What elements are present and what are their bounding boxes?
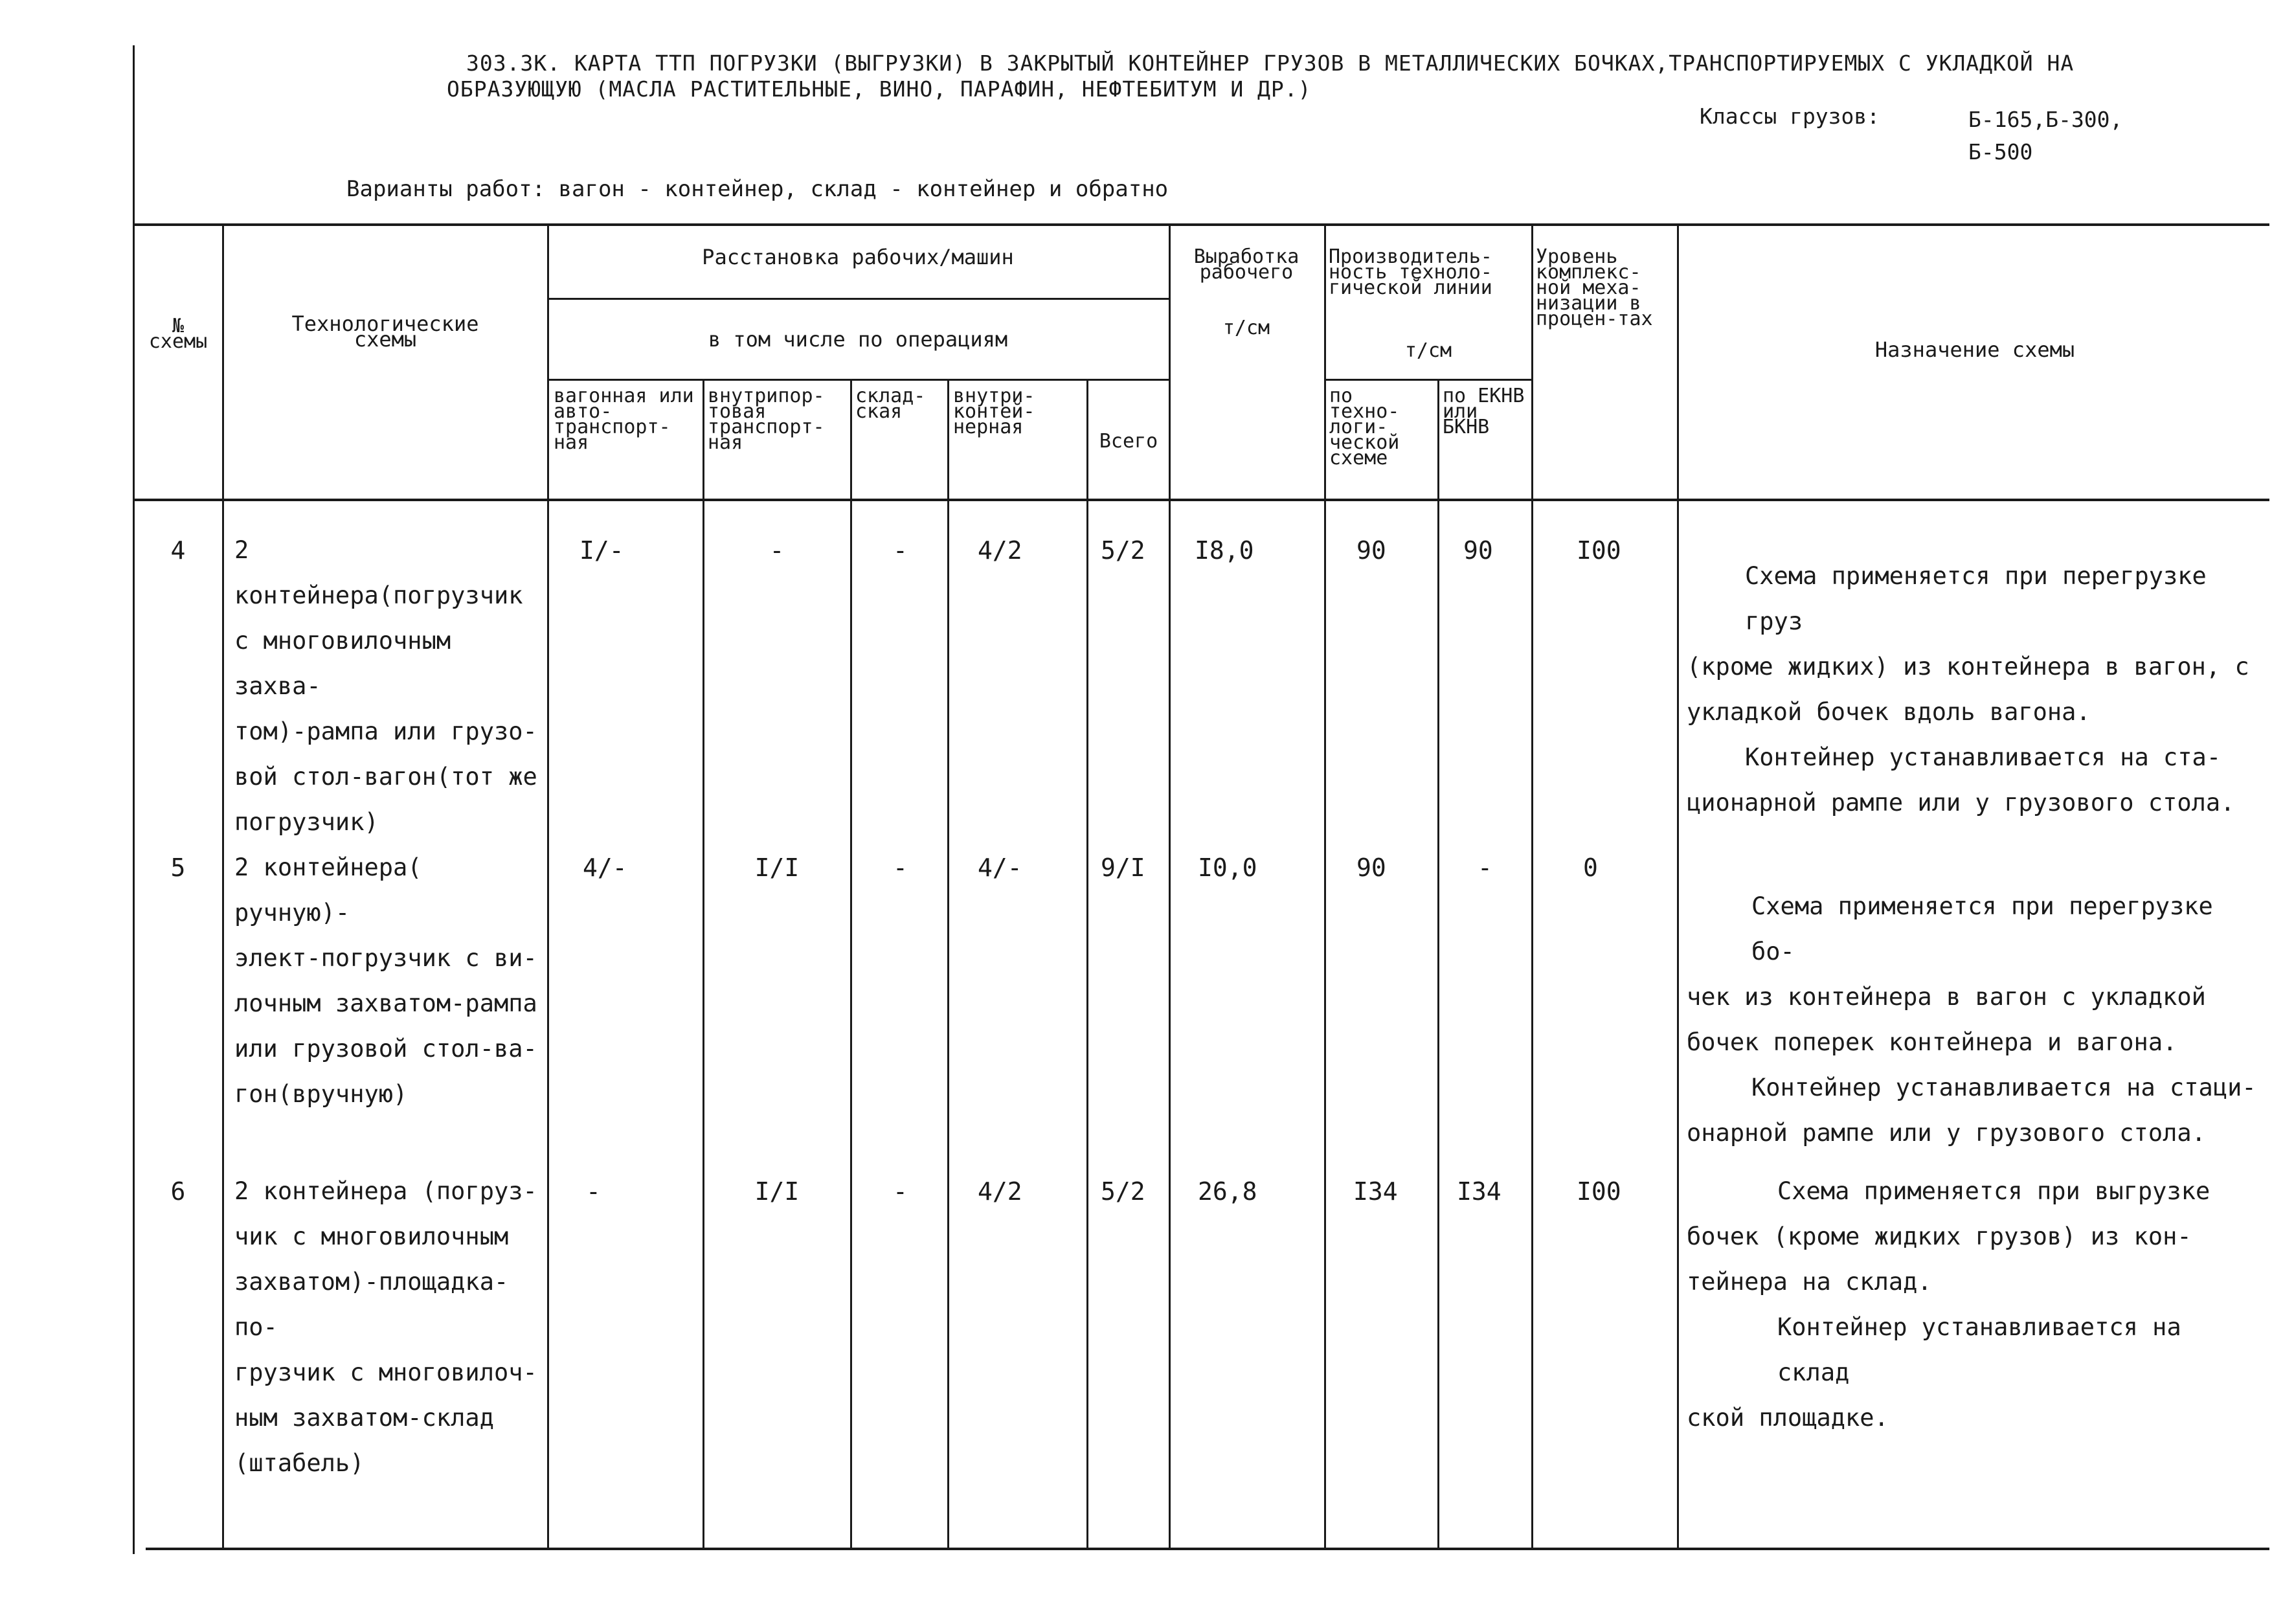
purpose-line: бочек поперек контейнера и вагона. [1687, 1028, 2177, 1056]
row-prod-scheme: 90 [1356, 536, 1386, 565]
col-line-7 [1169, 223, 1171, 1548]
header-output: Выработка рабочего [1193, 245, 1299, 284]
col-line-9 [1437, 379, 1439, 1548]
row-op-warehouse: - [893, 1177, 908, 1206]
table-top-border [133, 223, 2269, 226]
row-purpose [1687, 1169, 2256, 1441]
scheme-line: гон(вручную) [234, 1080, 408, 1108]
header-divider-placement [547, 298, 1169, 300]
cargo-class-value [1968, 104, 2163, 168]
row-prod-ekhv: I34 [1457, 1177, 1501, 1206]
row-scheme-no: 4 [170, 536, 186, 565]
scheme-line: вой стол-вагон(тот же [234, 763, 537, 791]
col-line-4 [850, 379, 852, 1548]
scheme-line: (штабель) [234, 1449, 365, 1477]
work-variants-value: вагон - контейнер, склад - контейнер и обратно [558, 176, 1169, 202]
header-scheme-no: № схемы [148, 315, 208, 353]
cargo-class-value-line-2: Б-500 [1968, 139, 2033, 164]
header-bottom-border [133, 499, 2269, 501]
row-op-wagon: I/- [579, 536, 624, 565]
row-mechanization: I00 [1577, 1177, 1621, 1206]
row-output: 26,8 [1198, 1177, 1257, 1206]
header-placement: Расстановка рабочих/машин [702, 245, 1014, 269]
work-variants [346, 176, 1168, 202]
purpose-line: Схема применяется при перегрузке бо- [1751, 892, 2213, 965]
header-prod-by-ekhv: по ЕКНВ или БКНВ [1443, 385, 1525, 438]
header-divider-productivity [1324, 379, 1531, 381]
purpose-line: бочек (кроме жидких грузов) из кон- [1687, 1223, 2192, 1250]
col-line-1 [222, 223, 224, 1548]
scheme-line: лочным захватом-рампа [234, 989, 537, 1017]
row-total: 5/2 [1101, 1177, 1145, 1206]
cargo-class-value-line-1: Б-165,Б-300, [1968, 107, 2123, 132]
row-op-intraport: I/I [754, 1177, 800, 1206]
header-purpose: Назначение схемы [1874, 337, 2075, 362]
purpose-line: укладкой бочек вдоль вагона. [1687, 698, 2091, 726]
purpose-line: чек из контейнера в вагон с укладкой [1687, 983, 2206, 1011]
row-op-wagon: 4/- [583, 853, 627, 882]
header-op-warehouse: склад-ская [855, 385, 926, 423]
purpose-line: Контейнер устанавливается на ста- [1745, 743, 2221, 771]
row-scheme-text [234, 1169, 545, 1486]
row-purpose [1687, 884, 2256, 1156]
row-prod-scheme: I34 [1353, 1177, 1398, 1206]
header-by-operations: в том числе по операциям [708, 327, 1008, 352]
row-purpose [1687, 554, 2256, 826]
row-scheme-no: 6 [170, 1177, 186, 1206]
col-line-8 [1324, 223, 1326, 1548]
row-prod-ekhv: 90 [1463, 536, 1493, 565]
row-op-warehouse: - [893, 853, 908, 882]
work-variants-label: Варианты работ: [346, 176, 546, 202]
col-line-10 [1531, 223, 1533, 1548]
scheme-line: 2 контейнера( ручную)- [234, 853, 422, 927]
header-mechanization: Уровень комплекс-ной меха-низации в процен-тах [1536, 245, 1653, 330]
purpose-line: ской площадке. [1687, 1404, 1889, 1432]
header-total: Всего [1099, 430, 1158, 453]
row-op-intracontainer: 4/- [978, 853, 1022, 882]
scheme-line: ным захватом-склад [234, 1404, 494, 1432]
row-scheme-no: 5 [170, 853, 186, 882]
header-op-intracontainer: внутри-контей-нерная [953, 385, 1035, 438]
scheme-line: погрузчик) [234, 808, 379, 836]
header-op-wagon: вагонная или авто-транспорт-ная [554, 385, 694, 454]
scheme-line: грузчик с многовилоч- [234, 1359, 537, 1386]
purpose-line: Контейнер устанавливается на склад [1777, 1313, 2181, 1386]
purpose-line: онарной рампе или у грузового стола. [1687, 1119, 2206, 1147]
col-line-5 [947, 379, 949, 1548]
row-op-intraport: - [769, 536, 785, 565]
table-bottom-border [146, 1548, 2269, 1550]
scheme-line: элект-погрузчик с ви- [234, 944, 537, 972]
scheme-line: чик с многовилочным [234, 1223, 509, 1250]
header-productivity: Производитель-ность техноло-гической линии [1329, 245, 1492, 299]
purpose-line: Контейнер устанавливается на стаци- [1751, 1074, 2256, 1101]
scheme-line: 2 контейнера (погруз- [234, 1177, 537, 1205]
row-total: 5/2 [1101, 536, 1145, 565]
row-op-intracontainer: 4/2 [978, 1177, 1022, 1206]
purpose-line: тейнера на склад. [1687, 1268, 1932, 1296]
header-divider-operations [547, 379, 1169, 381]
header-tech-schemes: Технологические схемы [291, 311, 479, 352]
page-margin-line [133, 45, 135, 1554]
row-op-wagon: - [586, 1177, 601, 1206]
cargo-class-label: Классы грузов: [1700, 104, 1880, 129]
row-scheme-text [234, 845, 545, 1117]
scheme-line: с многовилочным захва- [234, 627, 451, 700]
row-total: 9/I [1101, 853, 1145, 882]
header-output-unit: т/см [1222, 317, 1270, 339]
row-prod-ekhv: - [1478, 853, 1492, 882]
col-line-3 [703, 379, 704, 1548]
row-output: I8,0 [1195, 536, 1254, 565]
title-line-2: ОБРАЗУЮЩУЮ (МАСЛА РАСТИТЕЛЬНЫЕ, ВИНО, ПАРАФИН, НЕФТЕБИТУМ И ДР.) [447, 76, 1312, 102]
purpose-line: (кроме жидких) из контейнера в вагон, с [1687, 653, 2249, 681]
row-output: I0,0 [1198, 853, 1257, 882]
scheme-line: 2 контейнера(погрузчик [234, 536, 523, 609]
purpose-line: Схема применяется при выгрузке [1777, 1177, 2210, 1205]
title-line-1: 303.3К. КАРТА ТТП ПОГРУЗКИ (ВЫГРУЗКИ) В ЗАКРЫТЫЙ КОНТЕЙНЕР ГРУЗОВ В МЕТАЛЛИЧЕСКИХ БОЧКАХ,ТРАНСПОРТИРУЕМЫХ С УКЛАДКОЙ НА [466, 51, 2075, 76]
row-op-intraport: I/I [754, 853, 800, 882]
header-productivity-unit: т/см [1404, 339, 1452, 362]
document-title [447, 51, 2214, 102]
scheme-line: или грузовой стол-ва- [234, 1035, 537, 1063]
header-op-intraport: внутрипор-товая транспорт-ная [708, 385, 825, 454]
header-prod-by-scheme: по техно-логи-ческой схеме [1329, 385, 1400, 469]
purpose-line: Схема применяется при перегрузке груз [1745, 562, 2207, 635]
row-scheme-text [234, 528, 545, 845]
col-line-6 [1086, 379, 1088, 1548]
col-line-11 [1677, 223, 1679, 1548]
row-op-warehouse: - [893, 536, 908, 565]
row-op-intracontainer: 4/2 [978, 536, 1022, 565]
purpose-line: ционарной рампе или у грузового стола. [1687, 789, 2235, 817]
scheme-line: захватом)-площадка-по- [234, 1268, 509, 1341]
scheme-line: том)-рампа или грузо- [234, 717, 537, 745]
row-prod-scheme: 90 [1356, 853, 1386, 882]
col-line-2 [547, 223, 549, 1548]
row-mechanization: I00 [1577, 536, 1621, 565]
row-mechanization: 0 [1583, 853, 1598, 882]
